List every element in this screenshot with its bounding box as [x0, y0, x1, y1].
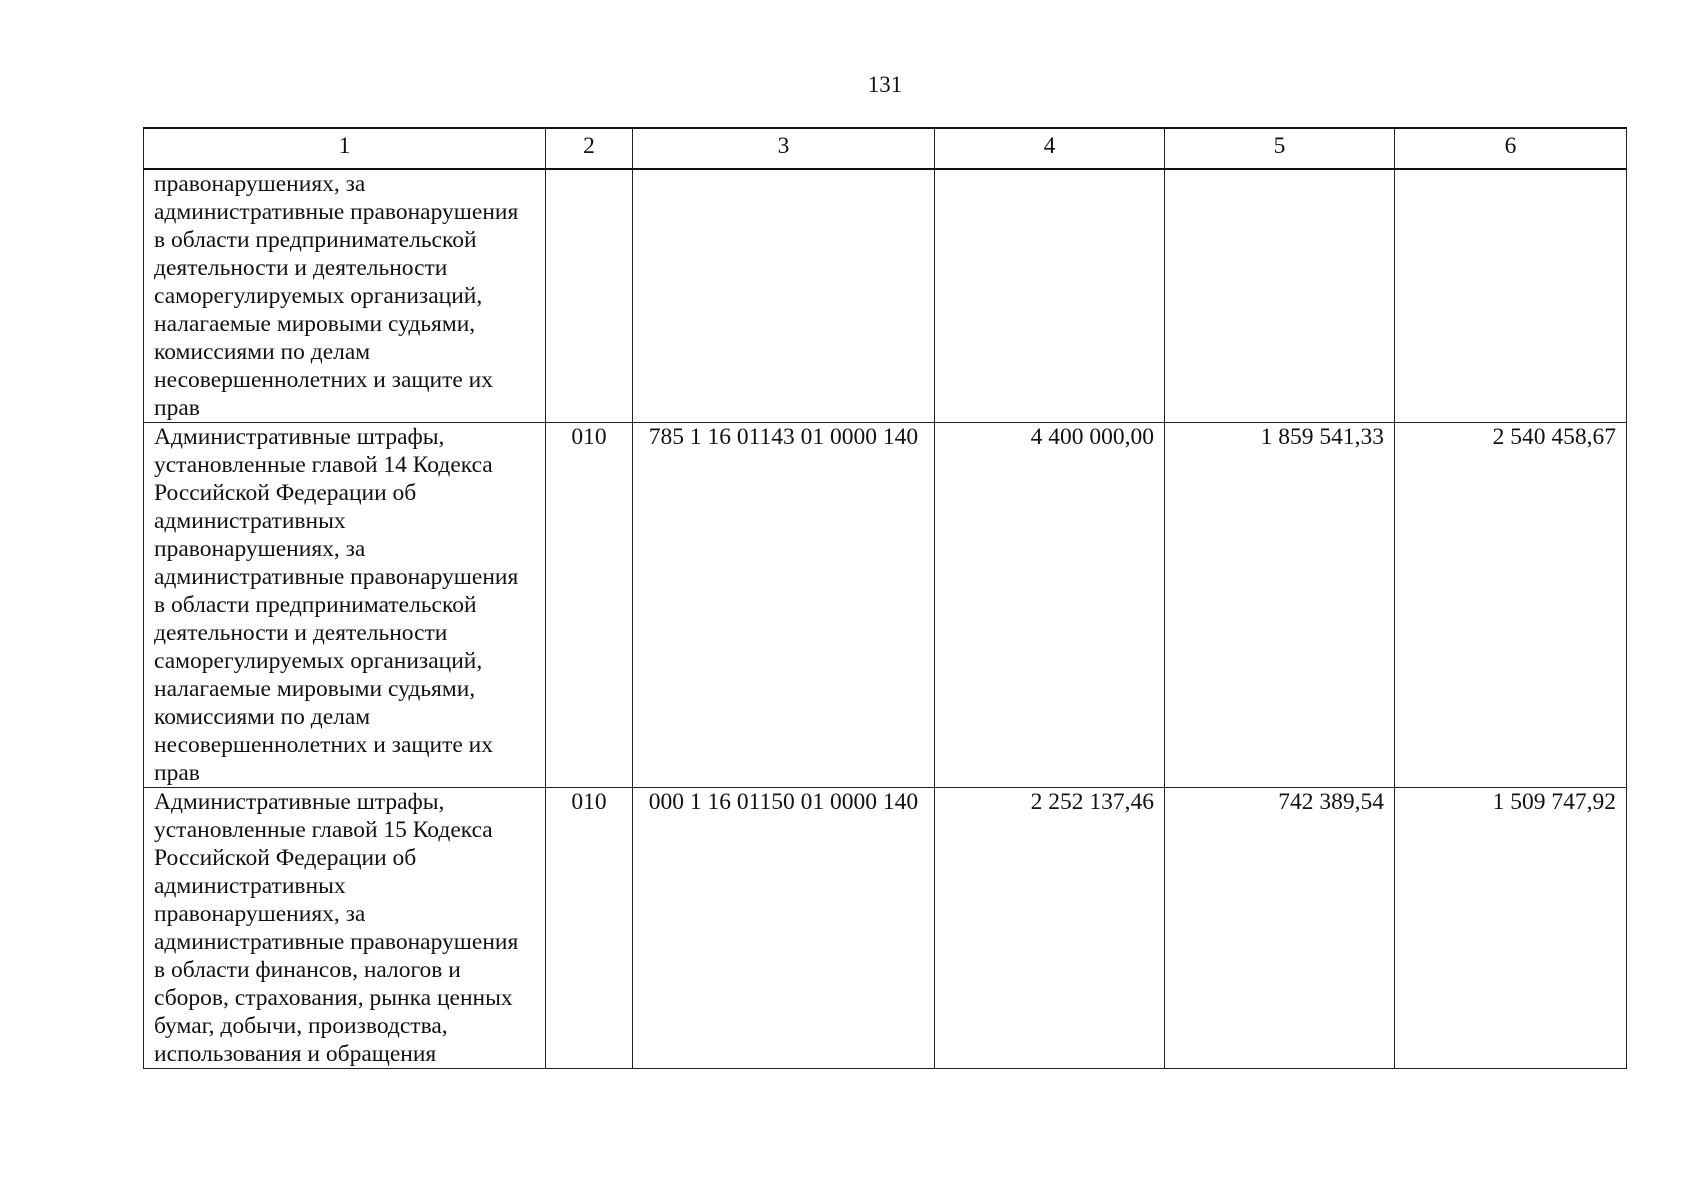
row-description: Административные штрафы, установленные главой 14 Кодекса Российской Федерации об административных правонарушениях, за административные правонарушения в области предпринимательской деятельности и деятельности саморегулируемых организаций, налагаемые мировыми судьями, комиссиями по делам несовершеннолетних и защите их прав: [144, 423, 546, 788]
row-approved-amount: 2 252 137,46: [935, 788, 1165, 1069]
row-unexecuted-amount: 1 509 747,92: [1395, 788, 1627, 1069]
table-row: [144, 788, 1627, 1069]
column-header-6: 6: [1395, 128, 1627, 169]
row-line-code: 010: [546, 788, 633, 1069]
budget-table: [143, 127, 1627, 1069]
row-line-code: [546, 169, 633, 423]
page-number: 131: [867, 72, 903, 97]
row-approved-amount: 4 400 000,00: [935, 423, 1165, 788]
row-budget-code: 000 1 16 01150 01 0000 140: [633, 788, 935, 1069]
column-header-2: 2: [546, 128, 633, 169]
row-description: Административные штрафы, установленные главой 15 Кодекса Российской Федерации об административных правонарушениях, за административные правонарушения в области финансов, налогов и сборов, страхования, рынка ценных бумаг, добычи, производства, использования и обращения: [144, 788, 546, 1069]
row-line-code: 010: [546, 423, 633, 788]
row-executed-amount: 742 389,54: [1165, 788, 1395, 1069]
table-row: [144, 423, 1627, 788]
table-row: [144, 169, 1627, 423]
column-header-4: 4: [935, 128, 1165, 169]
row-budget-code: 785 1 16 01143 01 0000 140: [633, 423, 935, 788]
column-header-1: 1: [144, 128, 546, 169]
column-header-5: 5: [1165, 128, 1395, 169]
row-description: правонарушениях, за административные правонарушения в области предпринимательской деятельности и деятельности саморегулируемых организаций, налагаемые мировыми судьями, комиссиями по делам несовершеннолетних и защите их прав: [144, 169, 546, 423]
row-approved-amount: [935, 169, 1165, 423]
column-header-3: 3: [633, 128, 935, 169]
row-budget-code: [633, 169, 935, 423]
row-unexecuted-amount: 2 540 458,67: [1395, 423, 1627, 788]
row-unexecuted-amount: [1395, 169, 1627, 423]
row-executed-amount: 1 859 541,33: [1165, 423, 1395, 788]
row-executed-amount: [1165, 169, 1395, 423]
table-header-row: [144, 128, 1627, 169]
